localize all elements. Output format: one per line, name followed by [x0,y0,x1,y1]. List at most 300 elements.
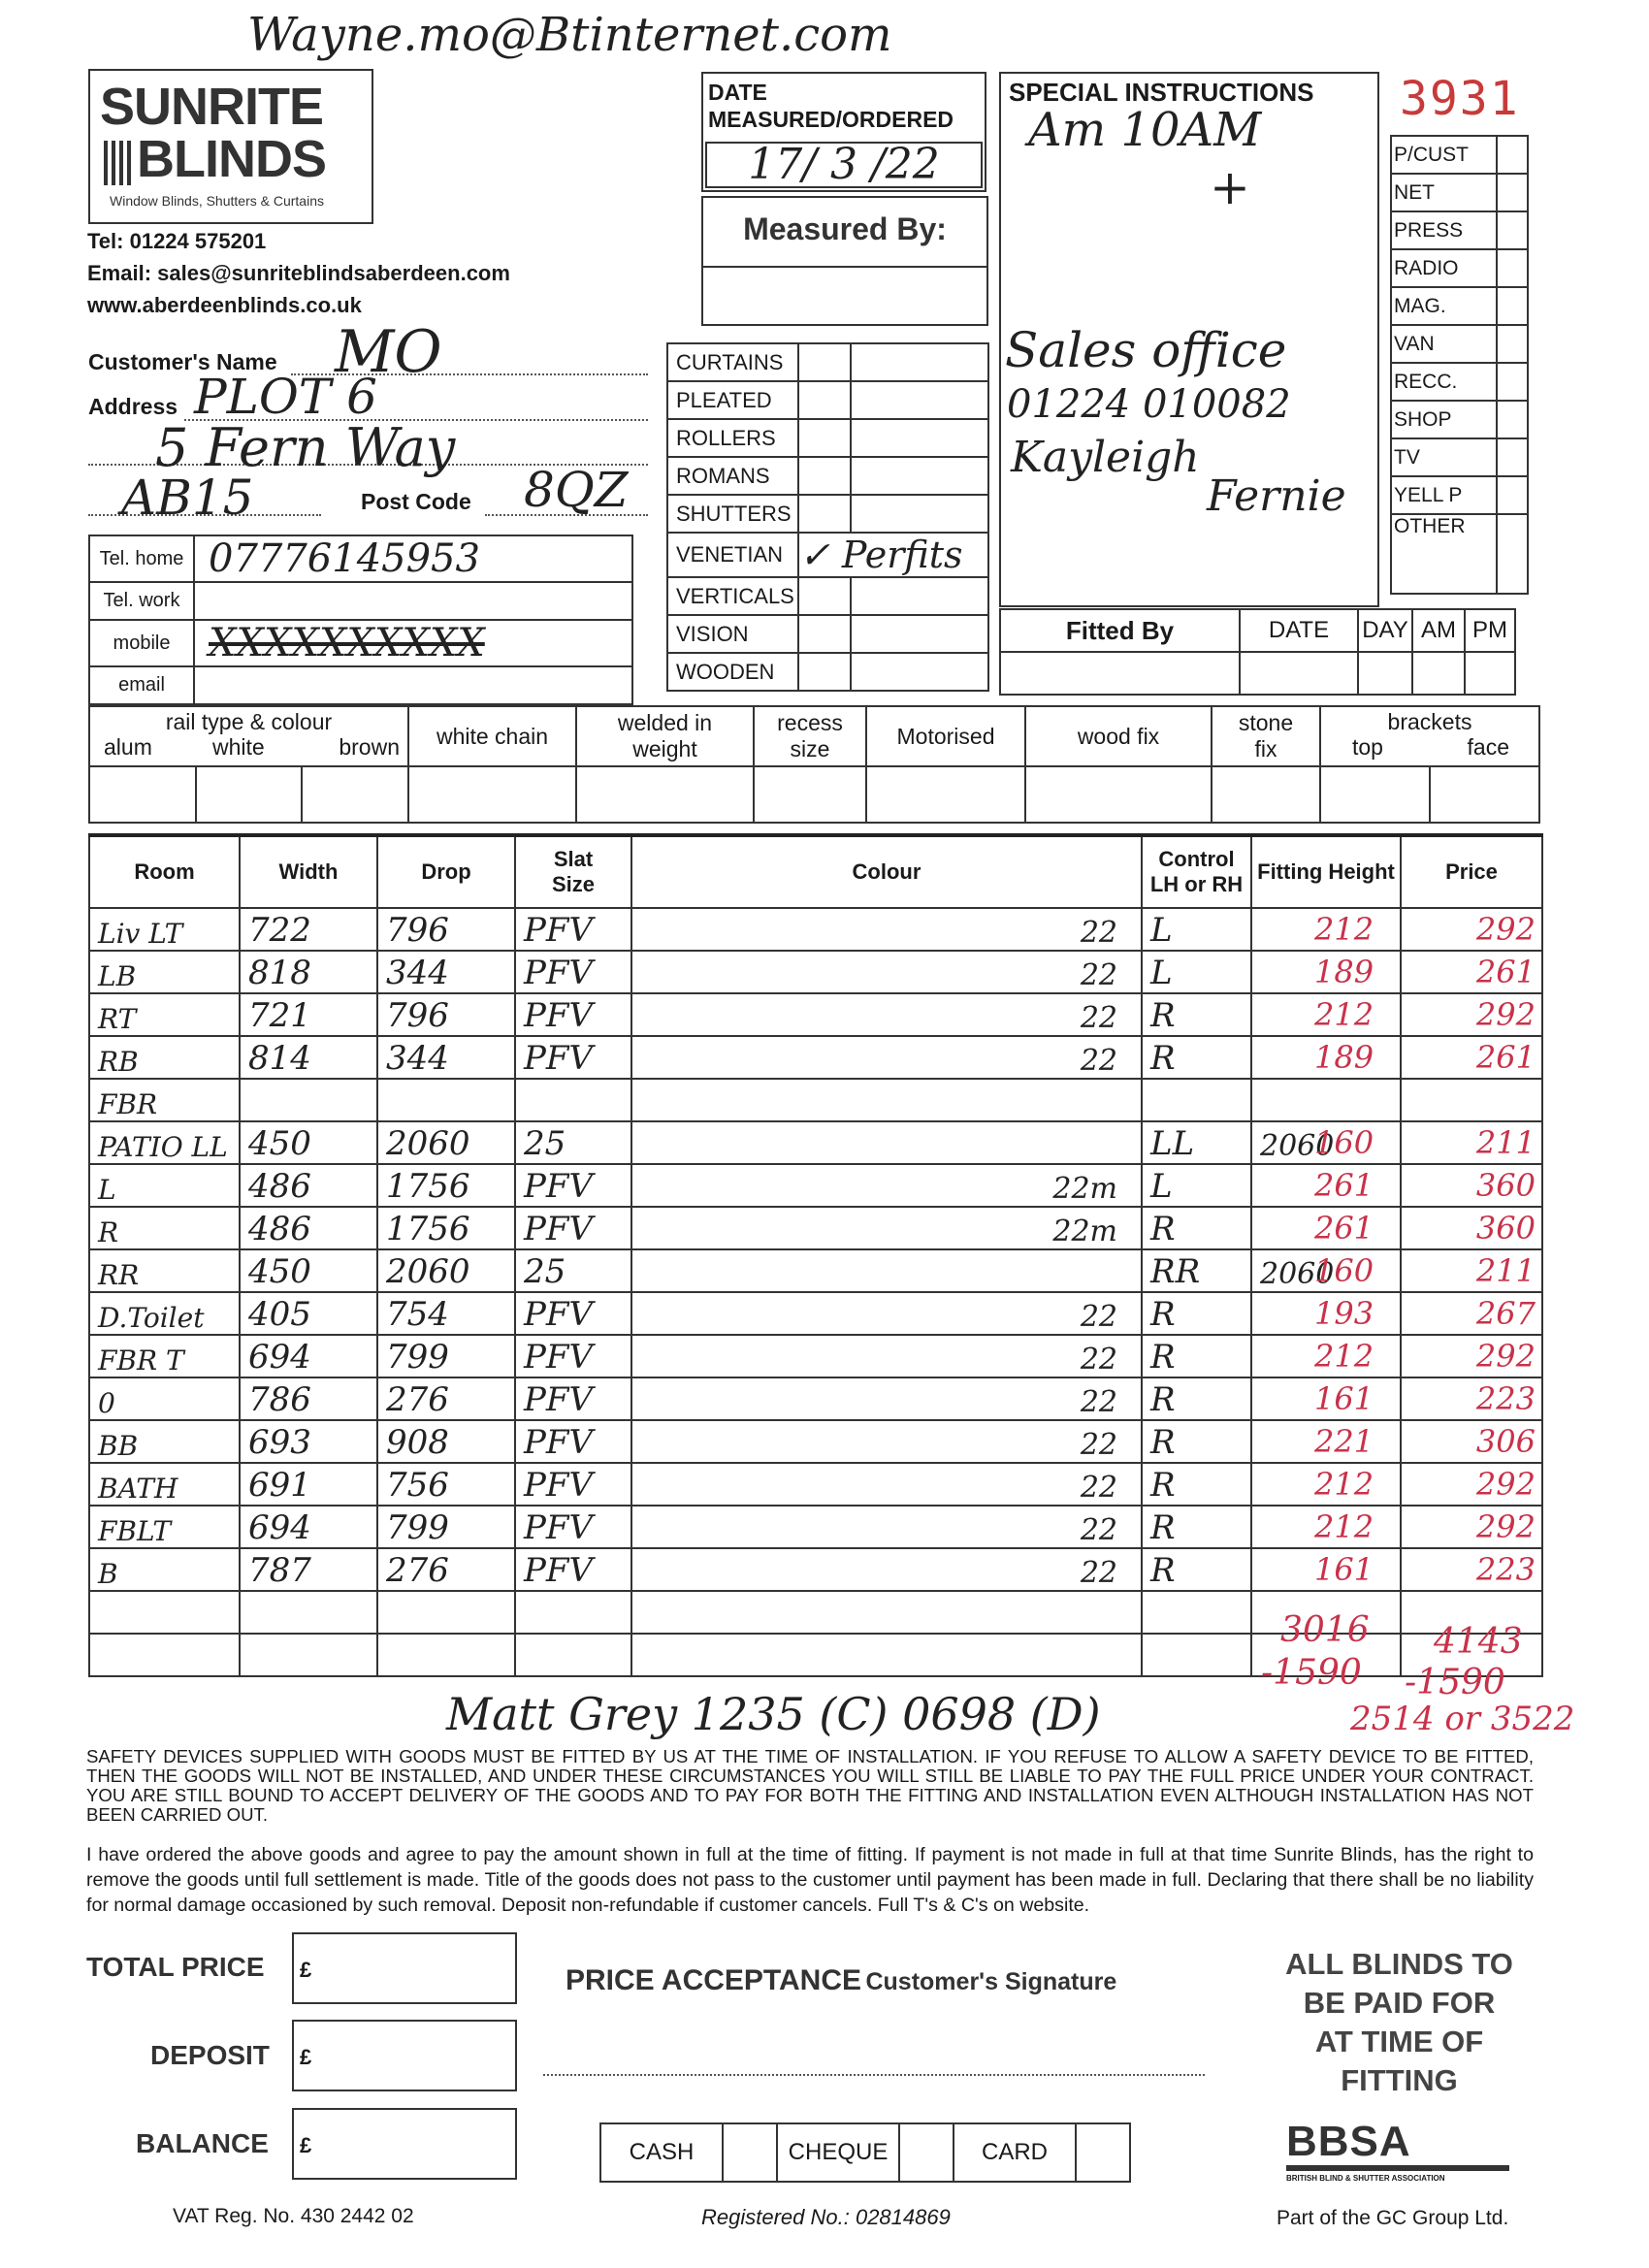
source-label: MAG. [1391,287,1497,325]
handwritten-email: Wayne.mo@Btinternet.com [247,8,892,62]
order-colour-cell[interactable]: 22 [631,1036,1142,1079]
order-price-value: 267 [1475,1295,1536,1332]
deposit-field[interactable]: £ [292,2020,517,2091]
order-slat-cell[interactable]: PFV [515,1420,631,1463]
total-price-field[interactable]: £ [292,1932,517,2004]
measured-by-box [701,196,988,326]
order-control-cell[interactable]: R [1142,1207,1251,1249]
type-checkbox[interactable] [798,343,851,381]
order-price-value: 261 [1475,954,1536,990]
order-row [89,1036,1542,1079]
order-cost-value: 193 [1314,1295,1374,1332]
order-row [89,1463,1542,1506]
order-row [89,1079,1542,1121]
order-price-cell[interactable] [1401,1079,1542,1121]
col-colour: Colour [631,835,1142,908]
type-note [851,615,988,653]
order-colour-cell[interactable]: 22 [631,1506,1142,1548]
source-label: RADIO [1391,249,1497,287]
order-width-cell[interactable]: 721 [240,993,377,1036]
source-label: NET [1391,174,1497,211]
order-slat-cell[interactable]: PFV [515,1377,631,1420]
order-price-cell[interactable] [1314,1036,1542,1079]
payment-cheque-checkbox[interactable] [899,2123,954,2182]
order-control-cell[interactable]: L [1142,1164,1251,1207]
recess-header [754,706,866,766]
brackets-top-label: top [1352,734,1383,760]
order-width-cell[interactable]: 486 [240,1207,377,1249]
source-checkbox[interactable] [1497,211,1528,249]
order-width-cell[interactable]: 450 [240,1121,377,1164]
source-checkbox[interactable] [1497,401,1528,438]
order-drop-cell[interactable] [377,1079,515,1121]
order-cost-value: 189 [1314,954,1374,990]
order-slat-cell[interactable]: PFV [515,951,631,993]
measured-by-label: Measured By: [743,211,947,246]
order-price-cell[interactable] [1314,951,1542,993]
fitted-by-field[interactable] [1000,652,1240,695]
type-note [851,381,988,419]
order-room-cell[interactable]: FBR [89,1079,240,1121]
type-note-venetian[interactable]: ✓ Perfits [798,533,988,577]
rail-white-field[interactable] [196,766,303,823]
order-slat-cell[interactable]: PFV [515,1506,631,1548]
fitted-day-field[interactable] [1358,652,1412,695]
postcode[interactable]: 8QZ [524,462,629,518]
order-width-cell[interactable]: 814 [240,1036,377,1079]
order-price-value: 292 [1475,996,1536,1033]
order-width-cell[interactable]: 405 [240,1292,377,1335]
order-control-cell[interactable]: R [1142,1036,1251,1079]
order-price-cell[interactable] [1314,1420,1542,1463]
address-1[interactable]: PLOT 6 [194,369,377,425]
order-room-cell[interactable]: LB [89,951,240,993]
order-row [89,993,1542,1036]
order-colour-cell[interactable] [631,1249,1142,1292]
order-room-cell[interactable] [89,1591,240,1634]
brackets-top-field[interactable] [1320,766,1430,823]
order-slat-cell[interactable]: PFV [515,1335,631,1377]
order-cost-value: 161 [1314,1380,1374,1417]
order-colour-cell[interactable]: 22 [631,1420,1142,1463]
order-drop-cell[interactable]: 796 [377,993,515,1036]
order-room-cell[interactable]: PATIO LL [89,1121,240,1164]
order-price-cell[interactable] [1314,1335,1542,1377]
total-price-label: TOTAL PRICE [86,1952,265,1982]
order-colour-cell[interactable]: 22m [631,1207,1142,1249]
order-cost-value: 160 [1314,1124,1374,1161]
notice-line-3: AT TIME OF [1314,2025,1484,2058]
order-slat-cell[interactable]: PFV [515,908,631,951]
order-drop-cell[interactable]: 2060 [377,1249,515,1292]
special-line-1: Am 10AM [1028,103,1262,157]
order-fitting-cell[interactable]: 2060 [1251,1249,1401,1292]
order-drop-cell[interactable]: 908 [377,1420,515,1463]
order-row [89,1548,1542,1591]
order-drop-cell[interactable]: 276 [377,1548,515,1591]
order-price-value: 211 [1475,1124,1536,1161]
source-checkbox[interactable] [1497,174,1528,211]
payment-cash-label: CASH [600,2123,723,2182]
recess-label-1: recess [777,710,843,735]
order-slat-cell[interactable]: PFV [515,1548,631,1591]
recess-field[interactable] [754,766,866,823]
fitted-day-label: DAY [1358,609,1412,652]
source-label: P/CUST [1391,136,1497,174]
order-price-cell[interactable] [1314,1463,1542,1506]
stone-label-1: stone [1238,710,1294,735]
phone-value[interactable] [194,582,632,620]
type-note [851,419,988,457]
order-fitting-cell[interactable] [1251,1079,1401,1121]
order-slat-cell[interactable]: PFV [515,1463,631,1506]
order-control-cell[interactable]: R [1142,1548,1251,1591]
order-colour-cell[interactable]: 22 [631,1292,1142,1335]
order-width-cell[interactable]: 693 [240,1420,377,1463]
order-drop-cell[interactable]: 1756 [377,1164,515,1207]
order-width-cell[interactable] [240,1591,377,1634]
order-control-cell[interactable]: RR [1142,1249,1251,1292]
col-control-1: Control [1158,847,1235,871]
order-control-cell[interactable] [1142,1079,1251,1121]
brackets-face-field[interactable] [1430,766,1539,823]
order-slat-cell[interactable] [515,1591,631,1634]
special-line-5: Kayleigh [1011,433,1200,482]
source-checkbox[interactable] [1497,514,1528,594]
order-row [89,1121,1542,1164]
type-note [851,653,988,691]
order-cost-value: 221 [1314,1423,1374,1460]
type-label: PLEATED [667,381,798,419]
rail-brown-field[interactable] [302,766,408,823]
cost-total: 3016 [1280,1610,1370,1650]
order-width-cell[interactable]: 694 [240,1335,377,1377]
order-price-cell[interactable] [1314,1249,1542,1292]
order-slat-cell[interactable]: PFV [515,1207,631,1249]
col-drop: Drop [377,835,515,908]
order-width-cell[interactable]: 691 [240,1463,377,1506]
order-control-cell[interactable]: R [1142,1506,1251,1548]
special-line-2: + [1210,159,1250,215]
rail-type-label: rail type & colour [165,709,333,734]
order-colour-cell[interactable]: 22 [631,951,1142,993]
payment-card-checkbox[interactable] [1076,2123,1130,2182]
company-logo [88,69,373,224]
order-drop-cell[interactable]: 799 [377,1335,515,1377]
order-price-value: 360 [1475,1167,1536,1204]
order-price-cell[interactable] [1314,993,1542,1036]
type-label: ROMANS [667,457,798,495]
order-control-cell[interactable]: R [1142,1420,1251,1463]
payment-cash-checkbox[interactable] [723,2123,777,2182]
address-2[interactable]: 5 Fern Way [155,417,456,478]
type-checkbox[interactable] [798,577,851,615]
order-width-cell[interactable] [240,1634,377,1676]
notice-line-2: BE PAID FOR [1303,1986,1496,2020]
order-row [89,1164,1542,1207]
phone-value-scribbled[interactable]: XXXXXXXXXX [209,621,485,665]
logo-blind-icon [104,141,133,185]
measured-by-field[interactable] [703,266,986,324]
order-price-cell[interactable] [1314,1292,1542,1335]
col-price: Price [1401,835,1542,908]
order-drop-cell[interactable]: 344 [377,951,515,993]
type-checkbox[interactable] [798,653,851,691]
order-cost-value: 212 [1314,911,1374,948]
brackets-face-label: face [1467,734,1509,760]
order-cost-value: 261 [1314,1167,1374,1204]
order-control-cell[interactable]: R [1142,993,1251,1036]
order-control-cell[interactable]: R [1142,1377,1251,1420]
bbsa-logo-text: BBSA [1286,2118,1411,2165]
fitted-by-label: Fitted By [1000,609,1240,652]
fitted-pm-field[interactable] [1465,652,1515,695]
type-checkbox[interactable] [798,615,851,653]
order-room-cell[interactable]: BATH [89,1463,240,1506]
phone-value[interactable]: 07776145953 [209,536,480,581]
order-row [89,1377,1542,1420]
order-colour-cell[interactable]: 22 [631,993,1142,1036]
col-control [1142,835,1251,908]
agreement-terms: I have ordered the above goods and agree to pay the amount shown in full at the time of fitting. If payment is not made in full at that time Sunrite Blinds, has the right to remove the goods until full settlement is made. Title of the goods does not pass to the customer until payment has been made in full. Declaring that there shall be no liability for normal damage occasioned by such removal. Deposit non-refundable if customer cancels. Full T's & C's on website. [86,1844,1534,1916]
order-colour-cell[interactable]: 22m [631,1164,1142,1207]
order-colour-cell[interactable]: 22 [631,1548,1142,1591]
order-slat-cell[interactable]: 25 [515,1121,631,1164]
price-acceptance-label: PRICE ACCEPTANCE [566,1964,862,1996]
order-price-cell[interactable] [1314,1377,1542,1420]
payment-notice [1251,1945,1547,2100]
source-checkbox[interactable] [1497,325,1528,363]
order-colour-cell[interactable] [631,1079,1142,1121]
order-room-cell[interactable]: RT [89,993,240,1036]
logo-tagline: Window Blinds, Shutters & Curtains [110,193,324,209]
phone-label: email [89,666,194,704]
notice-line-1: ALL BLINDS TO [1285,1947,1513,1981]
type-label: SHUTTERS [667,495,798,533]
order-width-cell[interactable]: 818 [240,951,377,993]
bbsa-logo-bar [1286,2165,1509,2171]
order-drop-cell[interactable]: 1756 [377,1207,515,1249]
order-price-value: 292 [1475,1338,1536,1375]
motorised-field[interactable] [866,766,1025,823]
order-control-cell[interactable]: L [1142,908,1251,951]
order-price-cell[interactable] [1314,1548,1542,1591]
order-price-cell[interactable] [1314,1207,1542,1249]
col-fitting: Fitting Height [1251,835,1401,908]
order-drop-cell[interactable]: 2060 [377,1121,515,1164]
order-control-cell[interactable]: LL [1142,1121,1251,1164]
order-price-cell[interactable] [1314,1506,1542,1548]
customer-name[interactable]: MO [335,318,442,386]
order-room-cell[interactable]: RB [89,1036,240,1079]
order-room-cell[interactable] [89,1634,240,1676]
address-label: Address [88,394,178,419]
source-checkbox[interactable] [1497,363,1528,401]
order-fitting-cell[interactable]: 2060 [1251,1121,1401,1164]
rail-white-label: white [212,734,265,760]
source-checkbox[interactable] [1497,438,1528,476]
order-control-cell[interactable]: L [1142,951,1251,993]
white-chain-header: white chain [408,706,576,766]
order-price-cell[interactable] [1314,1164,1542,1207]
order-colour-cell[interactable]: 22 [631,1463,1142,1506]
price-less: -1590 [1405,1663,1505,1702]
stone-fix-field[interactable] [1212,766,1320,823]
rail-type-header [89,706,408,766]
order-slat-cell[interactable]: PFV [515,1164,631,1207]
order-number: 3931 [1400,72,1520,126]
rail-alum-field[interactable] [89,766,196,823]
phone-table [88,535,633,705]
order-colour-cell[interactable] [631,1121,1142,1164]
bbsa-logo [1286,2118,1509,2183]
price-acceptance [566,1964,1116,1997]
order-row [89,951,1542,993]
date-label-2: MEASURED/ORDERED [708,107,954,132]
order-colour-cell[interactable] [631,1634,1142,1676]
customer-name-label: Customer's Name [88,349,277,374]
order-table [88,833,1543,1677]
col-slat-1: Slat [553,847,594,871]
fitted-am-label: AM [1412,609,1465,652]
colour-note: Matt Grey 1235 (C) 0698 (D) [446,1688,1101,1740]
company-website[interactable]: www.aberdeenblinds.co.uk [87,293,362,317]
col-width: Width [240,835,377,908]
rail-brown-label: brown [339,734,400,760]
payment-method-table [599,2122,1131,2183]
order-drop-cell[interactable]: 276 [377,1377,515,1420]
fitted-pm-label: PM [1465,609,1515,652]
order-row [89,1420,1542,1463]
order-room-cell[interactable]: D.Toilet [89,1292,240,1335]
fitted-date-label: DATE [1240,609,1358,652]
order-width-cell[interactable] [240,1079,377,1121]
order-drop-cell[interactable] [377,1634,515,1676]
order-room-cell[interactable]: FBR T [89,1335,240,1377]
order-width-cell[interactable]: 450 [240,1249,377,1292]
order-colour-cell[interactable] [631,1591,1142,1634]
order-slat-cell[interactable]: PFV [515,993,631,1036]
order-room-cell[interactable]: L [89,1164,240,1207]
type-checkbox[interactable] [798,419,851,457]
source-checkbox[interactable] [1497,287,1528,325]
wood-fix-field[interactable] [1025,766,1212,823]
order-price-cell[interactable] [1314,1121,1542,1164]
order-colour-cell[interactable]: 22 [631,908,1142,951]
order-price-value: 306 [1475,1423,1536,1460]
order-price-value: 223 [1475,1551,1536,1588]
type-label: VISION [667,615,798,653]
order-row [89,908,1542,951]
balance-field[interactable]: £ [292,2108,517,2180]
order-room-cell[interactable]: 0 [89,1377,240,1420]
welded-field[interactable] [576,766,754,823]
order-room-cell[interactable]: FBLT [89,1506,240,1548]
phone-value[interactable] [194,666,632,704]
order-cost-value: 212 [1314,1466,1374,1503]
order-row [89,1335,1542,1377]
bbsa-logo-sub: BRITISH BLIND & SHUTTER ASSOCIATION [1286,2174,1445,2183]
order-drop-cell[interactable]: 754 [377,1292,515,1335]
order-width-cell[interactable]: 486 [240,1164,377,1207]
col-slat [515,835,631,908]
type-checkbox[interactable] [798,381,851,419]
white-chain-field[interactable] [408,766,576,823]
order-price-cell[interactable] [1314,908,1542,951]
signature-line[interactable] [543,2074,1205,2076]
special-line-4: 01224 010082 [1007,382,1291,427]
wood-fix-header: wood fix [1025,706,1212,766]
order-width-cell[interactable]: 722 [240,908,377,951]
brackets-label: brackets [1387,709,1472,734]
order-slat-cell[interactable] [515,1634,631,1676]
special-line-6: Fernie [1207,471,1346,521]
order-slat-cell[interactable] [515,1079,631,1121]
order-drop-cell[interactable]: 344 [377,1036,515,1079]
order-drop-cell[interactable]: 796 [377,908,515,951]
safety-terms: SAFETY DEVICES SUPPLIED WITH GOODS MUST BE FITTED BY US AT THE TIME OF INSTALLATION. IF YOU REFUSE TO ALLOW A SAFETY DEVICE TO BE FITTED, THEN THE GOODS WILL NOT BE INSTALLED, AND UNDER THESE CIRCUMSTANCES YOU WILL STILL BE LIABLE TO PAY THE FULL PRICE UNDER YOUR CONTRACT. YOU ARE STILL BOUND TO ACCEPT DELIVERY OF THE GOODS AND TO PAY FOR BOTH THE FITTING AND INSTALLATION EVEN ALTHOUGH INSTALLATION HAS NOT BEEN CARRIED OUT. [86,1746,1534,1825]
source-label: SHOP [1391,401,1497,438]
type-table [666,342,989,692]
order-price-value: 292 [1475,1508,1536,1545]
source-checkbox[interactable] [1497,136,1528,174]
cost-less: -1590 [1261,1653,1362,1693]
order-width-cell[interactable]: 787 [240,1548,377,1591]
order-drop-cell[interactable]: 756 [377,1463,515,1506]
source-checkbox[interactable] [1497,249,1528,287]
order-row [89,1292,1542,1335]
order-room-cell[interactable]: B [89,1548,240,1591]
gc-group: Part of the GC Group Ltd. [1277,2207,1509,2229]
order-cost-value: 212 [1314,1338,1374,1375]
order-colour-cell[interactable]: 22 [631,1377,1142,1420]
order-colour-cell[interactable]: 22 [631,1335,1142,1377]
order-control-cell[interactable] [1142,1634,1251,1676]
source-table [1390,135,1529,595]
order-cost-value: 160 [1314,1252,1374,1289]
order-drop-cell[interactable]: 799 [377,1506,515,1548]
type-note [851,343,988,381]
type-label: VERTICALS [667,577,798,615]
stone-fix-header [1212,706,1320,766]
order-slat-cell[interactable]: PFV [515,1292,631,1335]
fitted-date-field[interactable] [1240,652,1358,695]
order-control-cell[interactable]: R [1142,1292,1251,1335]
order-width-cell[interactable]: 694 [240,1506,377,1548]
postcode-label: Post Code [361,489,471,514]
order-drop-cell[interactable] [377,1591,515,1634]
order-room-cell[interactable]: R [89,1207,240,1249]
fitted-am-field[interactable] [1412,652,1465,695]
order-room-cell[interactable]: BB [89,1420,240,1463]
order-slat-cell[interactable]: PFV [515,1036,631,1079]
order-control-cell[interactable] [1142,1591,1251,1634]
order-room-cell[interactable]: Liv LT [89,908,240,951]
order-room-cell[interactable]: RR [89,1249,240,1292]
order-width-cell[interactable]: 786 [240,1377,377,1420]
address-3[interactable]: AB15 [121,470,254,526]
date-label-1: DATE [708,80,767,105]
source-checkbox[interactable] [1497,476,1528,514]
source-label: PRESS [1391,211,1497,249]
order-control-cell[interactable]: R [1142,1335,1251,1377]
order-slat-cell[interactable]: 25 [515,1249,631,1292]
type-checkbox[interactable] [798,495,851,533]
type-checkbox[interactable] [798,457,851,495]
order-control-cell[interactable]: R [1142,1463,1251,1506]
special-instructions-label: SPECIAL INSTRUCTIONS [1009,78,1314,107]
date-value[interactable]: 17/ 3 /22 [705,142,983,188]
